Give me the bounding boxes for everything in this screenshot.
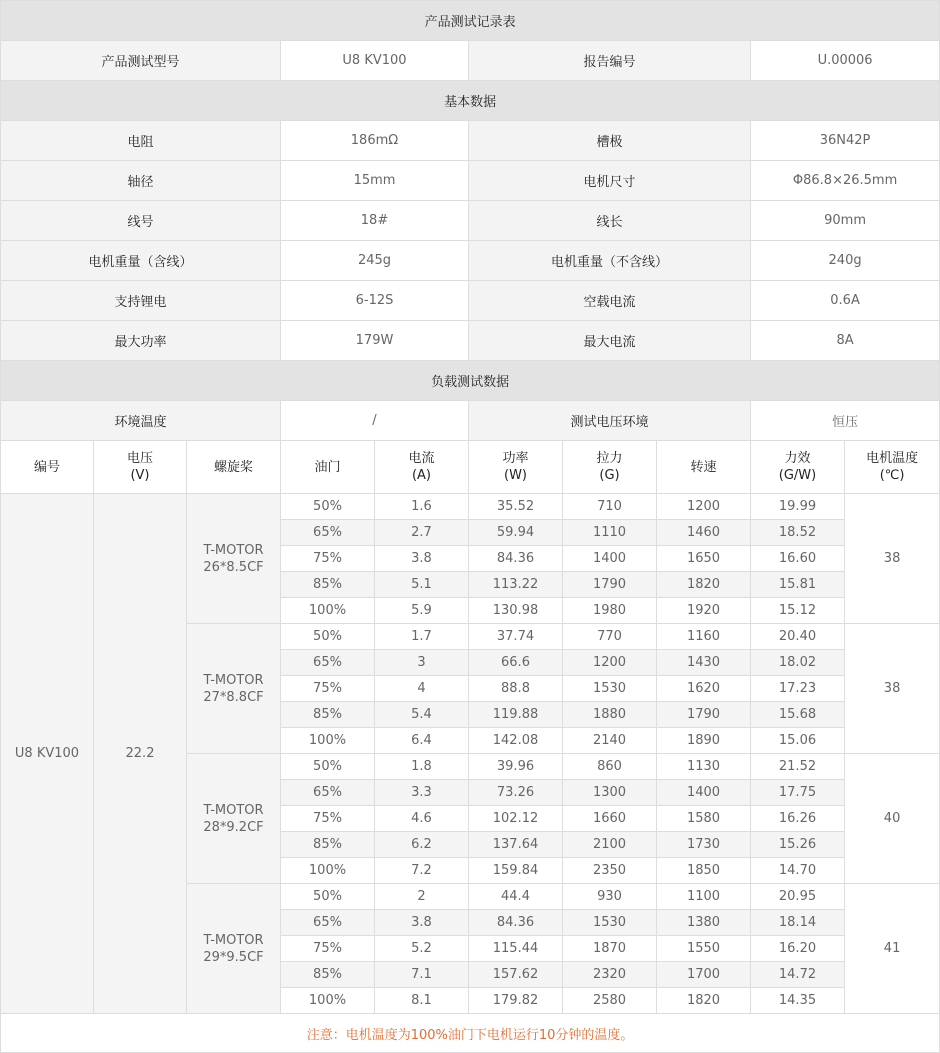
motor-temp-cell: 40 (845, 754, 940, 884)
power-cell: 157.62 (469, 962, 563, 988)
current-cell: 6.2 (375, 832, 469, 858)
rpm-cell: 1850 (657, 858, 751, 884)
current-cell: 3.3 (375, 780, 469, 806)
thrust-cell: 2320 (563, 962, 657, 988)
thrust-cell: 1530 (563, 910, 657, 936)
efficiency-cell: 15.68 (751, 702, 845, 728)
power-cell: 142.08 (469, 728, 563, 754)
current-cell: 8.1 (375, 988, 469, 1014)
current-cell: 5.4 (375, 702, 469, 728)
basic-section-title: 基本数据 (1, 81, 940, 121)
power-cell: 115.44 (469, 936, 563, 962)
efficiency-cell: 15.06 (751, 728, 845, 754)
efficiency-cell: 17.75 (751, 780, 845, 806)
basic-value: 90mm (751, 201, 940, 241)
throttle-cell: 100% (281, 598, 375, 624)
propeller-size: 29*9.5CF (203, 949, 264, 965)
throttle-cell: 85% (281, 962, 375, 988)
basic-row (1, 281, 940, 321)
thrust-cell: 1980 (563, 598, 657, 624)
power-cell: 73.26 (469, 780, 563, 806)
current-cell: 6.4 (375, 728, 469, 754)
basic-key: 线长 (469, 201, 751, 241)
report-value: U.00006 (751, 41, 940, 81)
propeller-cell (187, 624, 281, 754)
basic-row (1, 161, 940, 201)
efficiency-cell: 15.12 (751, 598, 845, 624)
efficiency-cell: 15.81 (751, 572, 845, 598)
propeller-size: 28*9.2CF (203, 819, 264, 835)
thrust-cell: 1300 (563, 780, 657, 806)
rpm-cell: 1160 (657, 624, 751, 650)
power-cell: 66.6 (469, 650, 563, 676)
basic-value: 186mΩ (281, 121, 469, 161)
basic-key: 电机尺寸 (469, 161, 751, 201)
rpm-cell: 1430 (657, 650, 751, 676)
efficiency-cell: 16.26 (751, 806, 845, 832)
rpm-cell: 1550 (657, 936, 751, 962)
power-cell: 37.74 (469, 624, 563, 650)
power-cell: 84.36 (469, 910, 563, 936)
power-cell: 137.64 (469, 832, 563, 858)
throttle-cell: 65% (281, 910, 375, 936)
current-cell: 2 (375, 884, 469, 910)
motor-temp-cell: 41 (845, 884, 940, 1014)
thrust-cell: 1400 (563, 546, 657, 572)
thrust-cell: 1870 (563, 936, 657, 962)
rpm-cell: 1460 (657, 520, 751, 546)
throttle-cell: 50% (281, 884, 375, 910)
throttle-cell: 85% (281, 832, 375, 858)
thrust-cell: 1790 (563, 572, 657, 598)
model-value: U8 KV100 (281, 41, 469, 81)
basic-key: 电阻 (1, 121, 281, 161)
current-cell: 7.2 (375, 858, 469, 884)
voltage-env-label: 测试电压环境 (469, 401, 751, 441)
efficiency-cell: 21.52 (751, 754, 845, 780)
throttle-cell: 50% (281, 754, 375, 780)
throttle-cell: 75% (281, 546, 375, 572)
env-temp-value: / (281, 401, 469, 441)
header-thrust: 拉力 (G) (563, 441, 657, 494)
power-cell: 84.36 (469, 546, 563, 572)
basic-value: 179W (281, 321, 469, 361)
power-cell: 179.82 (469, 988, 563, 1014)
rpm-cell: 1380 (657, 910, 751, 936)
propeller-brand: T-MOTOR (203, 932, 264, 948)
rpm-cell: 1620 (657, 676, 751, 702)
power-cell: 35.52 (469, 494, 563, 520)
propeller-brand: T-MOTOR (203, 542, 264, 558)
header-id: 编号 (1, 441, 94, 494)
basic-value: 0.6A (751, 281, 940, 321)
table-title: 产品测试记录表 (1, 1, 940, 41)
power-cell: 130.98 (469, 598, 563, 624)
propeller-cell (187, 884, 281, 1014)
basic-key: 轴径 (1, 161, 281, 201)
basic-row (1, 321, 940, 361)
basic-value: 8A (751, 321, 940, 361)
efficiency-cell: 14.35 (751, 988, 845, 1014)
throttle-cell: 100% (281, 988, 375, 1014)
efficiency-cell: 16.60 (751, 546, 845, 572)
current-cell: 3.8 (375, 546, 469, 572)
power-cell: 159.84 (469, 858, 563, 884)
basic-value: 245g (281, 241, 469, 281)
efficiency-cell: 19.99 (751, 494, 845, 520)
throttle-cell: 75% (281, 936, 375, 962)
efficiency-cell: 20.95 (751, 884, 845, 910)
env-row (1, 401, 940, 441)
title-row (1, 1, 940, 41)
power-cell: 44.4 (469, 884, 563, 910)
thrust-cell: 1880 (563, 702, 657, 728)
throttle-cell: 75% (281, 806, 375, 832)
throttle-cell: 50% (281, 624, 375, 650)
throttle-cell: 65% (281, 650, 375, 676)
thrust-cell: 860 (563, 754, 657, 780)
rpm-cell: 1920 (657, 598, 751, 624)
throttle-cell: 100% (281, 858, 375, 884)
throttle-cell: 65% (281, 780, 375, 806)
throttle-cell: 85% (281, 702, 375, 728)
basic-key: 支持锂电 (1, 281, 281, 321)
basic-key: 电机重量（不含线） (469, 241, 751, 281)
current-cell: 5.9 (375, 598, 469, 624)
basic-row (1, 201, 940, 241)
rpm-cell: 1200 (657, 494, 751, 520)
current-cell: 1.7 (375, 624, 469, 650)
current-cell: 2.7 (375, 520, 469, 546)
throttle-cell: 65% (281, 520, 375, 546)
current-cell: 4.6 (375, 806, 469, 832)
motor-temp-cell: 38 (845, 494, 940, 624)
propeller-cell (187, 754, 281, 884)
load-section-row (1, 361, 940, 401)
header-power: 功率 (W) (469, 441, 563, 494)
basic-row (1, 241, 940, 281)
model-label: 产品测试型号 (1, 41, 281, 81)
thrust-cell: 1530 (563, 676, 657, 702)
propeller-size: 26*8.5CF (203, 559, 264, 575)
throttle-cell: 100% (281, 728, 375, 754)
header-efficiency: 力效 (G/W) (751, 441, 845, 494)
header-prop: 螺旋桨 (187, 441, 281, 494)
current-cell: 5.1 (375, 572, 469, 598)
load-header-row (1, 441, 940, 494)
propeller-brand: T-MOTOR (203, 672, 264, 688)
rpm-cell: 1100 (657, 884, 751, 910)
header-throttle: 油门 (281, 441, 375, 494)
basic-value: 6-12S (281, 281, 469, 321)
thrust-cell: 2140 (563, 728, 657, 754)
basic-row (1, 121, 940, 161)
current-cell: 1.6 (375, 494, 469, 520)
rpm-cell: 1790 (657, 702, 751, 728)
load-section-title: 负载测试数据 (1, 361, 940, 401)
header-current: 电流 (A) (375, 441, 469, 494)
basic-value: 36N42P (751, 121, 940, 161)
throttle-cell: 75% (281, 676, 375, 702)
efficiency-cell: 15.26 (751, 832, 845, 858)
table-row (1, 494, 940, 520)
basic-section-row (1, 81, 940, 121)
thrust-cell: 2100 (563, 832, 657, 858)
note-text: 注意：电机温度为100%油门下电机运行10分钟的温度。 (1, 1014, 940, 1053)
thrust-cell: 770 (563, 624, 657, 650)
power-cell: 59.94 (469, 520, 563, 546)
power-cell: 113.22 (469, 572, 563, 598)
basic-value: 18# (281, 201, 469, 241)
motor-temp-cell: 38 (845, 624, 940, 754)
basic-key: 最大电流 (469, 321, 751, 361)
current-cell: 5.2 (375, 936, 469, 962)
header-rpm: 转速 (657, 441, 751, 494)
rpm-cell: 1400 (657, 780, 751, 806)
efficiency-cell: 18.52 (751, 520, 845, 546)
current-cell: 4 (375, 676, 469, 702)
rpm-cell: 1700 (657, 962, 751, 988)
env-temp-label: 环境温度 (1, 401, 281, 441)
basic-key: 空载电流 (469, 281, 751, 321)
basic-key: 槽极 (469, 121, 751, 161)
header-voltage: 电压 (V) (94, 441, 187, 494)
efficiency-cell: 18.14 (751, 910, 845, 936)
header-motor-temp: 电机温度 (℃) (845, 441, 940, 494)
efficiency-cell: 14.70 (751, 858, 845, 884)
efficiency-cell: 20.40 (751, 624, 845, 650)
power-cell: 39.96 (469, 754, 563, 780)
rpm-cell: 1130 (657, 754, 751, 780)
rpm-cell: 1820 (657, 988, 751, 1014)
motor-id-cell: U8 KV100 (1, 494, 94, 1014)
thrust-cell: 1200 (563, 650, 657, 676)
propeller-brand: T-MOTOR (203, 802, 264, 818)
basic-value: 15mm (281, 161, 469, 201)
rpm-cell: 1890 (657, 728, 751, 754)
basic-key: 线号 (1, 201, 281, 241)
note-row (1, 1014, 940, 1053)
thrust-cell: 1110 (563, 520, 657, 546)
rpm-cell: 1580 (657, 806, 751, 832)
thrust-cell: 710 (563, 494, 657, 520)
efficiency-cell: 16.20 (751, 936, 845, 962)
report-label: 报告编号 (469, 41, 751, 81)
current-cell: 3 (375, 650, 469, 676)
efficiency-cell: 17.23 (751, 676, 845, 702)
basic-value: 240g (751, 241, 940, 281)
basic-value: Φ86.8×26.5mm (751, 161, 940, 201)
propeller-size: 27*8.8CF (203, 689, 264, 705)
product-row (1, 41, 940, 81)
power-cell: 119.88 (469, 702, 563, 728)
efficiency-cell: 14.72 (751, 962, 845, 988)
power-cell: 102.12 (469, 806, 563, 832)
thrust-cell: 2580 (563, 988, 657, 1014)
thrust-cell: 1660 (563, 806, 657, 832)
thrust-cell: 2350 (563, 858, 657, 884)
basic-key: 电机重量（含线） (1, 241, 281, 281)
voltage-cell: 22.2 (94, 494, 187, 1014)
throttle-cell: 50% (281, 494, 375, 520)
current-cell: 7.1 (375, 962, 469, 988)
voltage-env-value: 恒压 (751, 401, 940, 441)
throttle-cell: 85% (281, 572, 375, 598)
basic-key: 最大功率 (1, 321, 281, 361)
power-cell: 88.8 (469, 676, 563, 702)
rpm-cell: 1820 (657, 572, 751, 598)
rpm-cell: 1730 (657, 832, 751, 858)
thrust-cell: 930 (563, 884, 657, 910)
propeller-cell (187, 494, 281, 624)
current-cell: 3.8 (375, 910, 469, 936)
current-cell: 1.8 (375, 754, 469, 780)
efficiency-cell: 18.02 (751, 650, 845, 676)
rpm-cell: 1650 (657, 546, 751, 572)
